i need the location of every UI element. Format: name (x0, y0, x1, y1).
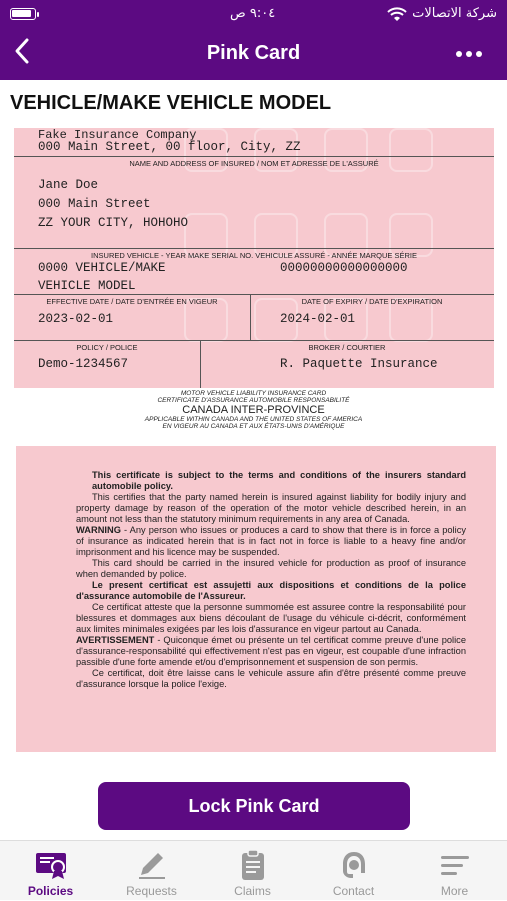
status-carrier: شركة الاتصالات (412, 6, 497, 21)
pink-card-front (14, 128, 494, 388)
vehicle-heading: VEHICLE/MAKE VEHICLE MODEL (10, 92, 332, 114)
terms-text: - Quiconque émet ou présente un tel certificat comme preuve d'une police d'assurance-responsabilité qui effectivement n'est pas en vigeur, est coupable d'une infraction passible d'une forte amende et/ou d'emprisonnement et suspension de son permis. (76, 635, 466, 667)
expiry-date-label: DATE OF EXPIRY / DATE D'EXPIRATION (301, 297, 443, 306)
insurer-address: 000 Main Street, 00 floor, City, ZZ (38, 140, 301, 154)
tab-more[interactable] (404, 841, 505, 901)
terms-heading (76, 470, 466, 492)
terms-text: AVERTISSEMENT (76, 635, 155, 645)
nav-bar (0, 30, 507, 80)
terms-paragraph (76, 525, 466, 558)
clipboard-icon (236, 849, 270, 881)
policy-number: Demo-1234567 (38, 357, 129, 371)
wifi-icon (387, 6, 407, 25)
broker-label: BROKER / COURTIER (308, 343, 386, 352)
insured-street: 000 Main Street (38, 197, 151, 211)
tab-claims[interactable] (202, 841, 303, 901)
policy-label: POLICY / POLICE (76, 343, 138, 352)
effective-date-label: EFFECTIVE DATE / DATE D'ENTRÉE EN VIGEUR (46, 297, 218, 306)
menu-icon (438, 849, 472, 881)
divider (14, 156, 494, 157)
tab-label: More (440, 884, 469, 898)
terms-text: - Any person who issues or produces a card to show that there is in force a policy of insurance as indicated herein that is in fact not in force is liable to a heavy fine and/or imprisonment and his licence may be suspended. (76, 525, 466, 557)
vehicle-serial: 00000000000000000 (280, 261, 408, 275)
divider (14, 294, 494, 295)
insured-city: ZZ YOUR CITY, HOHOHO (38, 216, 189, 230)
divider (14, 340, 494, 341)
insurer-name: Fake Insurance Company (38, 128, 197, 142)
terms-paragraph: Le present certificat est assujetti aux dispositions et conditions de la police d'assurance automobile de l'Assureur. (76, 580, 466, 601)
ellipsis-icon (455, 34, 483, 74)
vehicle-label: INSURED VEHICLE - YEAR MAKE SERIAL NO. VEHICULE ASSURÉ - ANNÉE MARQUE SÉRIE (91, 251, 417, 260)
tab-label: Contact (332, 884, 375, 898)
card-footer-line: MOTOR VEHICLE LIABILITY INSURANCE CARD (180, 390, 327, 397)
lock-pink-card-button[interactable]: Lock Pink Card (98, 782, 410, 830)
insured-label: NAME AND ADDRESS OF INSURED / NOM ET ADRESSE DE L'ASSURÉ (129, 159, 379, 168)
terms-paragraph: This card should be carried in the insured vehicle for production as proof of insurance when demanded by police. (76, 558, 466, 579)
battery-icon (10, 8, 36, 20)
status-bar (0, 0, 507, 30)
tab-requests[interactable] (101, 841, 202, 901)
terms-paragraph: This certifies that the party named herein is insured against liability for bodily injury and property damage by reason of the operation of the motor vehicle described herein, in an amount not less than the statutory minimum requirements in any area of Canada. (76, 492, 466, 524)
tab-label: Policies (27, 884, 74, 898)
insured-name: Jane Doe (38, 178, 99, 192)
terms-paragraph: Ce certificat, doit être laisse cans le vehicule assure afin d'être présenté comme preuve d'assurance lorsque la police l'exige. (76, 668, 466, 689)
card-footer-title: CANADA INTER-PROVINCE (182, 404, 325, 416)
vehicle-make: 0000 VEHICLE/MAKE (38, 261, 166, 275)
pencil-icon (135, 849, 169, 881)
tab-contact[interactable] (303, 841, 404, 901)
vehicle-model: VEHICLE MODEL (38, 279, 136, 293)
page-title: Pink Card (206, 42, 301, 64)
tab-policies[interactable] (0, 841, 101, 901)
tab-bar (0, 840, 507, 900)
card-footer (0, 390, 507, 430)
card-footer-line: APPLICABLE WITHIN CANADA AND THE UNITED STATES OF AMERICA (144, 416, 363, 423)
battery-nub (37, 12, 39, 17)
card-footer-line: EN VIGEUR AU CANADA ET AUX ÉTATS-UNIS D'AMÉRIQUE (162, 423, 345, 430)
terms-paragraph: Ce certificat atteste que la personne summomée est assuree contre la responsabilité pour blessures et dommages aux biens découlant de l'usage du véhicule ci-décrit, conformément aux limites minimales exigées par les lois d'assurance en vigeur partout au Canada. (76, 602, 466, 634)
certificate-icon (34, 849, 68, 881)
more-options-button[interactable] (455, 34, 483, 81)
card-footer-line: CERTIFICATE D'ASSURANCE AUTOMOBILE RESPONSABILITÉ (157, 397, 350, 404)
headset-icon (337, 849, 371, 881)
pink-card-back (16, 446, 496, 752)
terms-text: WARNING (76, 525, 121, 535)
status-time: ٩:٠٤ ص (230, 6, 276, 21)
terms-text: This certificate is subject to the terms and conditions of the insurers standard automobile policy. (92, 470, 466, 491)
divider (14, 248, 494, 249)
broker-name: R. Paquette Insurance (280, 357, 438, 371)
tab-label: Claims (234, 884, 271, 898)
terms-paragraph (76, 635, 466, 668)
tab-label: Requests (126, 884, 177, 898)
expiry-date: 2024-02-01 (280, 312, 356, 326)
effective-date: 2023-02-01 (38, 312, 114, 326)
